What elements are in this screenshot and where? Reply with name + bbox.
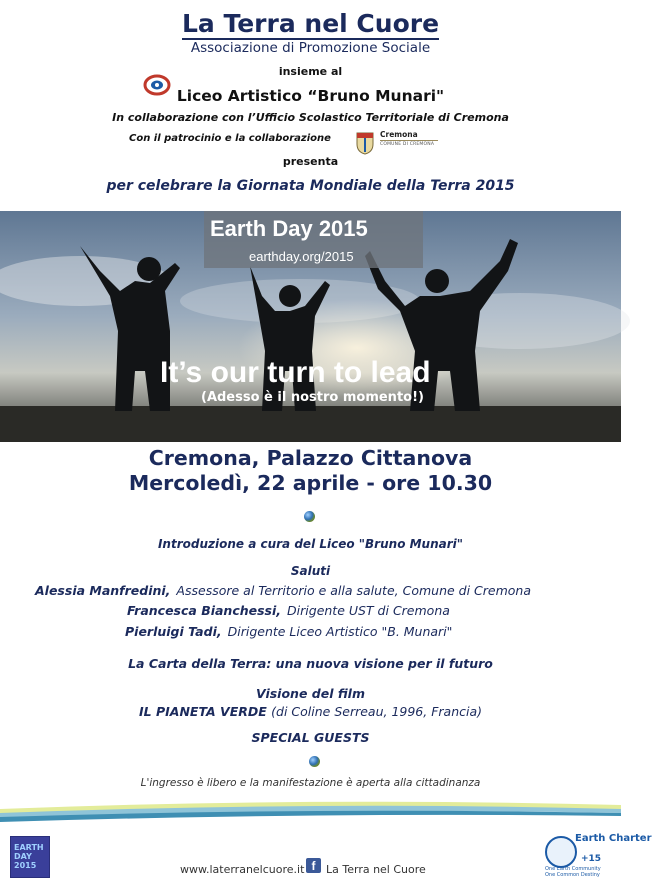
occasion-text: per celebrare la Giornata Mondiale della Terra 2015 (106, 178, 515, 194)
org-title: La Terra nel Cuore (181, 9, 440, 38)
earth-day-logo: EARTH DAY 2015 (10, 836, 50, 878)
speaker-row (35, 583, 531, 598)
collaboration-text: In collaborazione con l’Ufficio Scolastico Territoriale di Cremona (112, 111, 509, 124)
speaker-name: Pierluigi Tadi, (125, 624, 222, 639)
speaker-role: Dirigente UST di Cremona (287, 603, 450, 618)
cremona-crest-icon (355, 129, 375, 155)
film-line (0, 704, 621, 719)
speaker-role: Dirigente Liceo Artistico "B. Munari" (227, 624, 453, 639)
earth-day-banner (0, 211, 621, 442)
speaker-row (125, 624, 452, 639)
special-guests: SPECIAL GUESTS (251, 730, 370, 745)
earth-charter-globe-icon (545, 836, 577, 868)
banner-slogan-italian: (Adesso è il nostro momento!) (201, 390, 424, 405)
event-date: Mercoledì, 22 aprile - ore 10.30 (128, 471, 493, 495)
speaker-role: Assessore al Territorio e alla salute, Comune di Cremona (176, 583, 531, 598)
film-info: (di Coline Serreau, 1996, Francia) (271, 704, 482, 719)
event-location: Cremona, Palazzo Cittanova (148, 446, 473, 470)
speaker-row (127, 603, 450, 618)
film-title: IL PIANETA VERDE (139, 704, 267, 719)
badge-title: Earth Day 2015 (210, 216, 368, 241)
patronage-text: Con il patrocinio e la collaborazione (129, 133, 331, 144)
greetings-heading: Saluti (290, 564, 331, 578)
speaker-name: Francesca Bianchessi, (127, 603, 282, 618)
school-name: Liceo Artistico “Bruno Munari" (176, 87, 445, 105)
presents-text: presenta (282, 155, 339, 168)
badge-url: earthday.org/2015 (249, 249, 354, 264)
footer-website-link[interactable]: www.laterranelcuore.it (180, 863, 305, 876)
footer-facebook-link[interactable]: La Terra nel Cuore (326, 863, 426, 876)
globe-icon (304, 511, 315, 522)
org-subtitle: Associazione di Promozione Sociale (190, 40, 431, 56)
globe-icon (309, 756, 320, 767)
earth-day-badge (204, 211, 423, 268)
banner-slogan: It’s our turn to lead (160, 356, 431, 389)
earth-charter-logo: Earth Charter +15 One Earth Community One Common Destiny (545, 833, 652, 878)
entry-note: L'ingresso è libero e la manifestazione è aperta alla cittadinanza (140, 777, 481, 789)
program-intro: Introduzione a cura del Liceo "Bruno Munari" (157, 537, 464, 551)
facebook-icon[interactable]: f (306, 858, 321, 873)
earth-charter-talk: La Carta della Terra: una nuova visione per il futuro (128, 656, 493, 671)
cremona-logo: Cremona COMUNE DI CREMONA (380, 130, 438, 147)
film-heading: Visione del film (256, 686, 365, 701)
decorative-swoosh (0, 795, 621, 825)
speaker-name: Alessia Manfredini, (35, 583, 171, 598)
together-text: insieme al (278, 65, 343, 78)
